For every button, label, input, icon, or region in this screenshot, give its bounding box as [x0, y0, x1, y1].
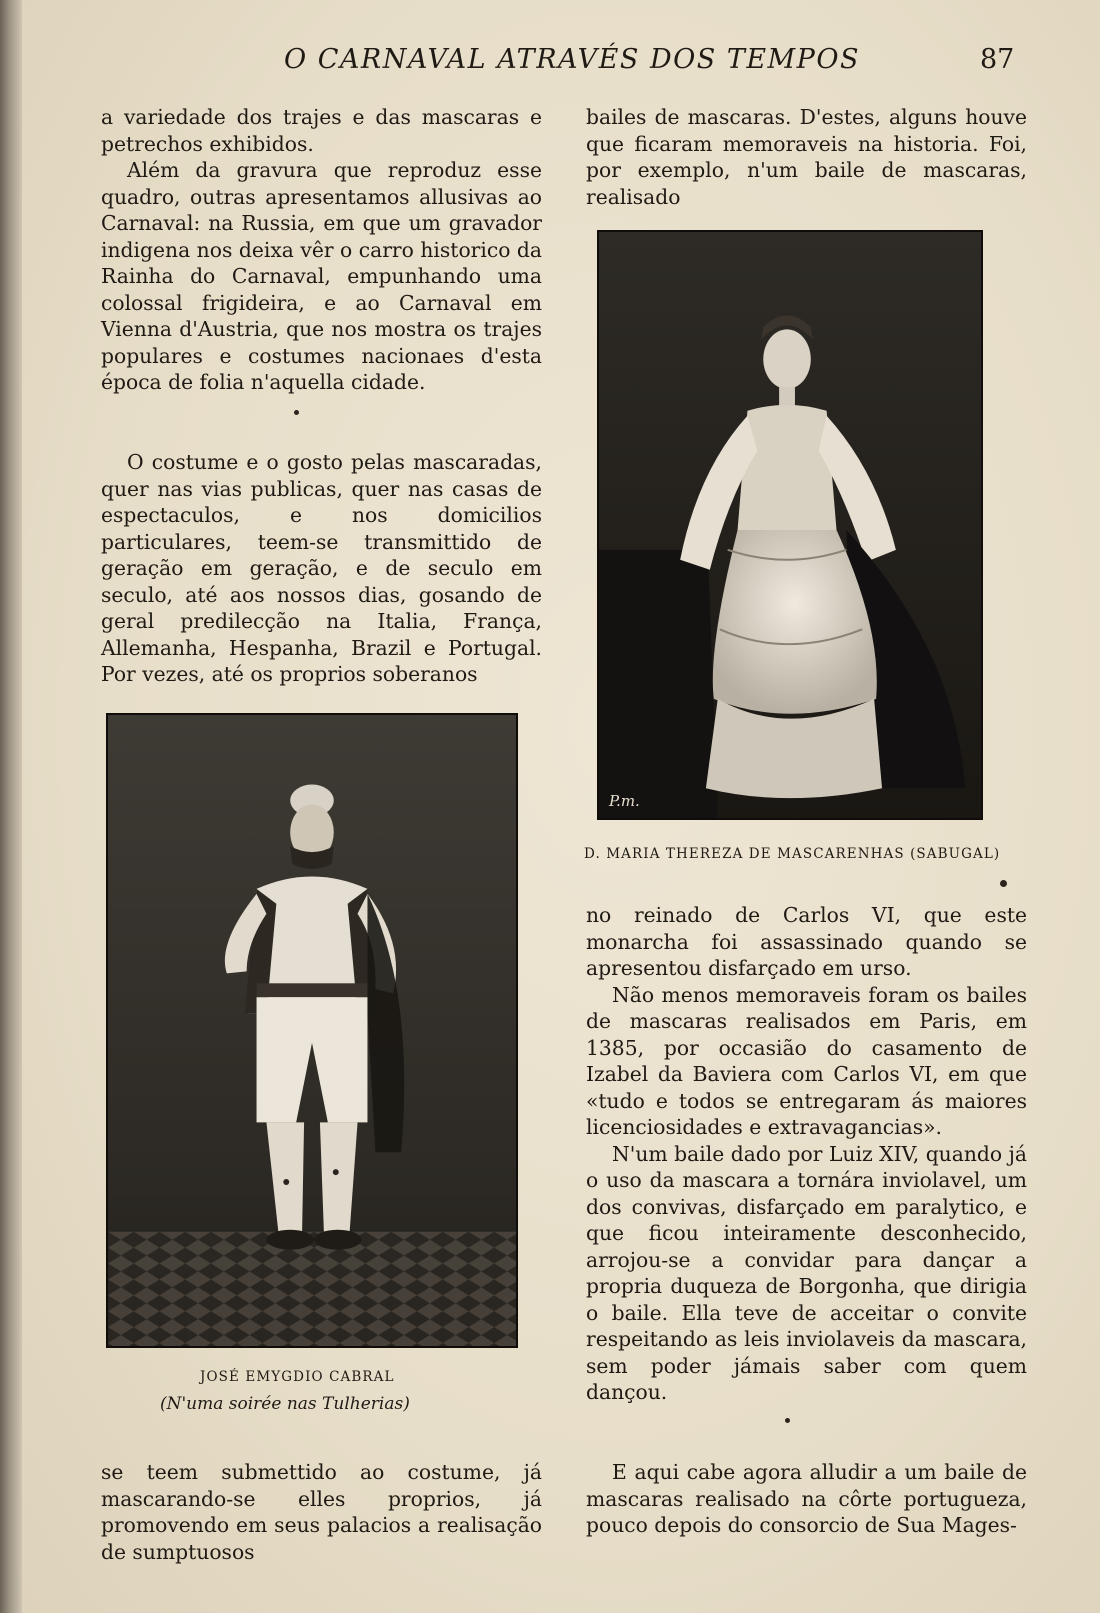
paragraph: E aqui cabe agora alludir a um baile de mascaras realisado na côrte portugueza, pouco depois do consorcio de Sua Mages-: [586, 1460, 1027, 1537]
left-column-top-text: [101, 104, 542, 396]
book-gutter-shadow: [0, 0, 22, 1613]
paragraph: O costume e o gosto pelas mascaradas, quer nas vias publicas, quer nas casas de espectaculos, e nos domicilios particulares, teem-se transmittido de geração em geração, e de seculo em seculo, até aos nossos dias, gosando de geral predilecção na Italia, França, Allemanha, Hespanha, Brazil e Portugal. Por vezes, até os proprios soberanos: [101, 450, 542, 686]
paragraph: Além da gravura que reproduz esse quadro, outras apresentamos allusivas ao Carnaval: na Russia, em que um gravador indigena nos deixa vêr o carro historico da Rainha do Carnaval, empunhando uma colossal frigideira, e ao Carnaval em Vienna d'Austria, que nos mostra os trajes populares e costumes nacionaes d'esta época de folia n'aquella cidade.: [101, 158, 542, 394]
paragraph: bailes de mascaras. D'estes, alguns houve que ficaram memoraveis na historia. Foi, por exemplo, n'um baile de mascaras, realisado: [586, 105, 1027, 209]
running-header-title: O CARNAVAL ATRAVÉS DOS TEMPOS: [284, 44, 860, 75]
portrait-photo-jose-emygdio-cabral: [106, 713, 518, 1348]
figure-caption-right: D. MARIA THEREZA DE MASCARENHAS (SABUGAL): [584, 846, 1001, 862]
right-column-bottom-text: [586, 1459, 1027, 1539]
right-column-top-text: [586, 104, 1027, 210]
section-ornament: [294, 410, 299, 415]
figure-caption-left: JOSÉ EMYGDIO CABRAL: [200, 1369, 395, 1385]
section-ornament: [1000, 880, 1007, 887]
left-column-middle-text: [101, 449, 542, 688]
figure-subcaption-left: (N'uma soirée nas Tulherias): [160, 1394, 410, 1414]
right-column-middle-text: [586, 902, 1027, 1406]
book-page: [22, 0, 1100, 1613]
photographer-signature: P.m.: [609, 792, 640, 810]
portrait-photo-maria-thereza-de-mascarenhas: [597, 230, 983, 820]
paragraph: se teem submettido ao costume, já mascarando-se elles proprios, já promovendo em seus palacios a realisação de sumptuosos: [101, 1460, 542, 1564]
paragraph: no reinado de Carlos VI, que este monarcha foi assassinado quando se apresentou disfarçado em urso.: [586, 903, 1027, 980]
paragraph: N'um baile dado por Luiz XIV, quando já o uso da mascara a tornára inviolavel, um dos convivas, disfarçado em paralytico, e que ficou inteiramente desconhecido, arrojou-se a convidar para dançar a propria duqueza de Borgonha, que dirigia o baile. Ella teve de acceitar o convite respeitando as leis inviolaveis da mascara, sem poder jámais saber com quem dançou.: [586, 1141, 1027, 1404]
page-number: 87: [980, 44, 1015, 75]
left-column-bottom-text: [101, 1459, 542, 1565]
paragraph: a variedade dos trajes e das mascaras e petrechos exhibidos.: [101, 105, 542, 156]
section-ornament: [785, 1418, 790, 1423]
paragraph: Não menos memoraveis foram os bailes de mascaras realisados em Paris, em 1385, por occasião do casamento de Izabel da Baviera com Carlos VI, em que «tudo e todos se entregaram ás maiores licenciosidades e extravagancias».: [586, 982, 1027, 1139]
